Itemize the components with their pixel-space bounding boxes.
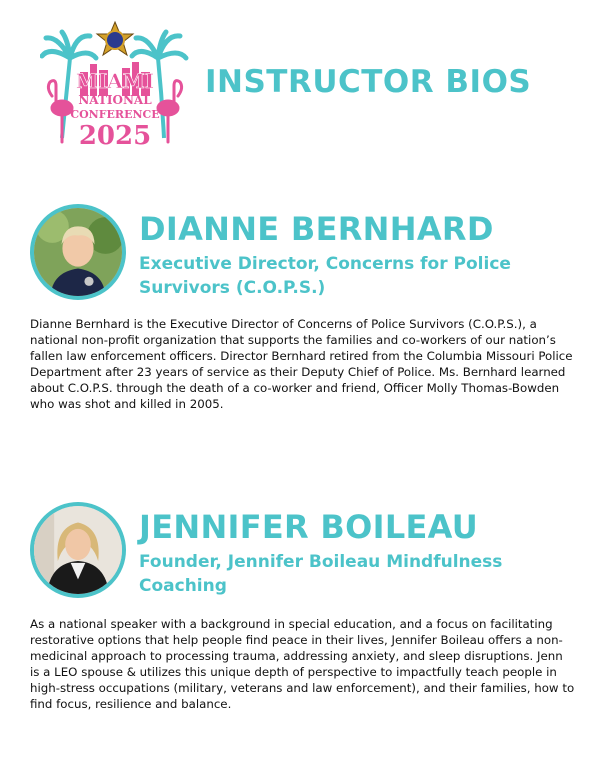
- logo-text-conference: CONFERENCE: [70, 108, 160, 121]
- logo-text-miami: MIAMI: [75, 69, 155, 93]
- instructor-role: Founder, Jennifer Boileau Mindfulness Coaching: [139, 552, 503, 596]
- instructor-description: Dianne Bernhard is the Executive Director of Concerns of Police Survivors (C.O.P.S.), a national non-profit organization that supports the families and co-workers of our nation’s fallen law enforcement officers. Director Bernhard retired from the Columbia Missouri Police Department after 23 years of service as their Deputy Chief of Police. Ms. Bernhard learned about C.O.P.S. through the death of a co-worker and friend, Officer Molly Thomas-Bowden who was shot and killed in 2005.: [30, 317, 573, 411]
- logo-text-national: NATIONAL: [78, 93, 152, 107]
- page-title: INSTRUCTOR BIOS: [205, 64, 532, 100]
- avatar: [30, 502, 126, 598]
- conference-logo: [40, 18, 190, 150]
- instructor-name: JENNIFER BOILEAU: [139, 508, 479, 546]
- instructor-name: DIANNE BERNHARD: [139, 210, 494, 248]
- badge-icon: [97, 22, 133, 55]
- instructor-role: Executive Director, Concerns for Police Survivors (C.O.P.S.): [139, 254, 511, 298]
- logo-text-year: 2025: [78, 121, 152, 150]
- instructor-description: As a national speaker with a background in special education, and a focus on facilitating restorative options that help people find peace in their lives, Jennifer Boileau offers a non-medicinal approach to processing trauma, addressing anxiety, and sleep disruptions. Jenn is a LEO spouse & utilizes this unique depth of perspective to impactfully teach people in high-stress occupations (military, veterans and law enforcement), and their families, how to find focus, resilience and balance.: [30, 617, 575, 711]
- avatar: [30, 204, 126, 300]
